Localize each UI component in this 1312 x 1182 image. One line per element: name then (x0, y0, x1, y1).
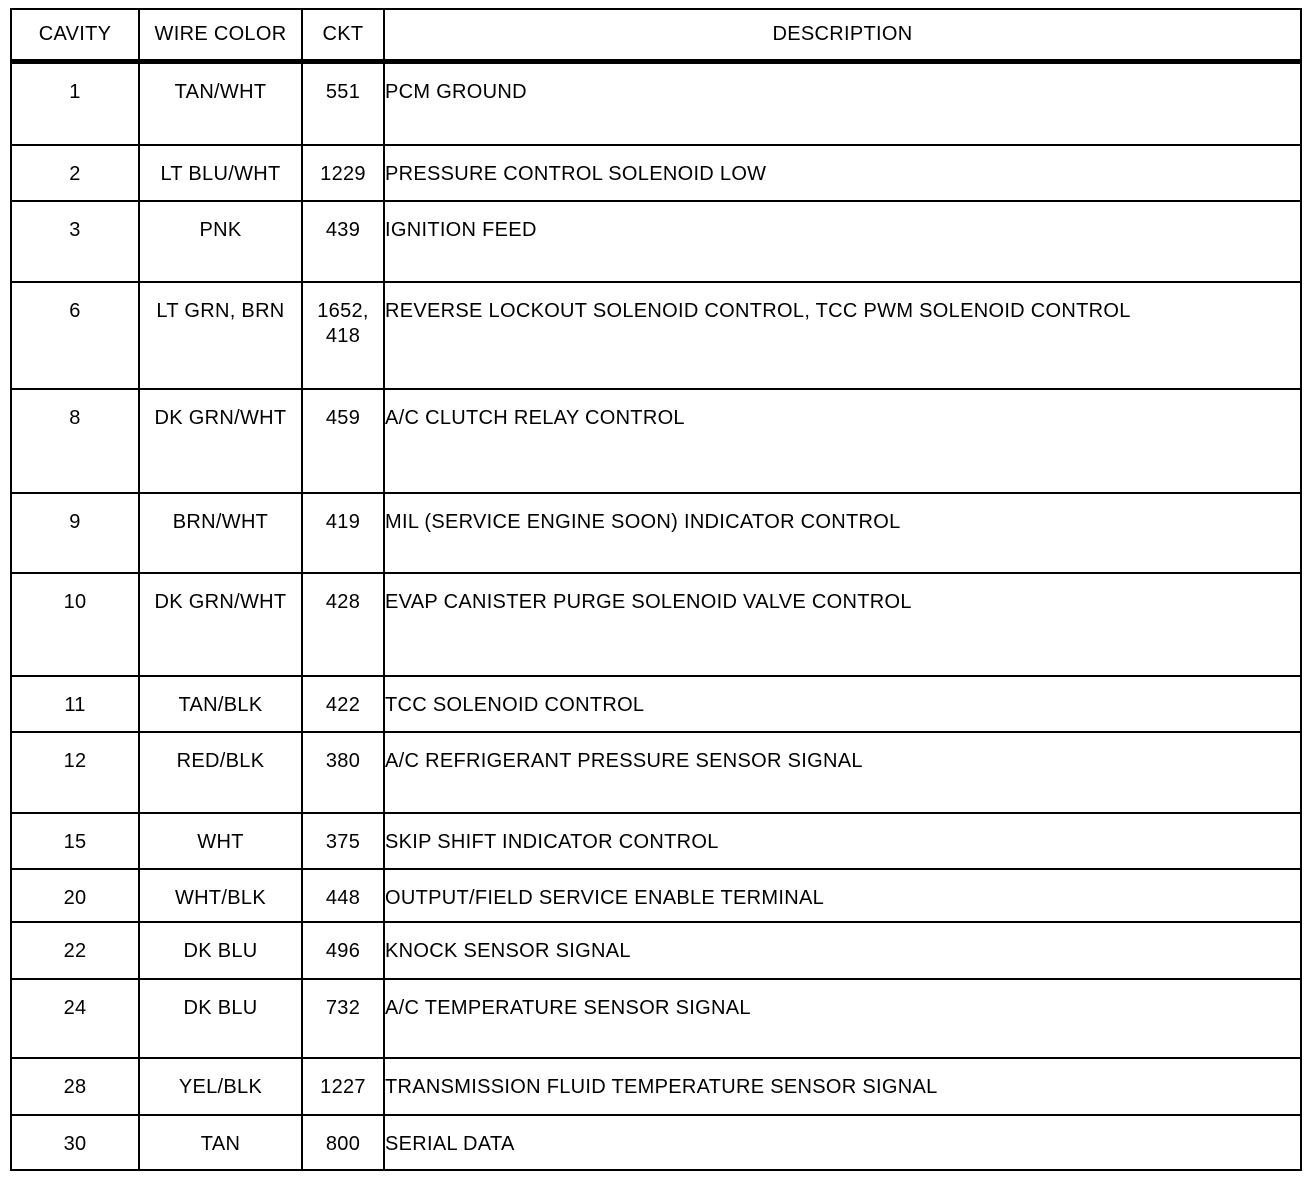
description-cell: OUTPUT/FIELD SERVICE ENABLE TERMINAL (384, 869, 1301, 922)
description-cell: MIL (SERVICE ENGINE SOON) INDICATOR CONTROL (384, 493, 1301, 573)
wire-color-cell: DK BLU (139, 979, 302, 1058)
ckt-value: 418 (325, 324, 361, 347)
ckt-cell (302, 493, 384, 573)
description-cell: PRESSURE CONTROL SOLENOID LOW (384, 145, 1301, 201)
ckt-cell (302, 732, 384, 813)
ckt-cell (302, 201, 384, 282)
ckt-cell (302, 813, 384, 869)
cavity-cell: 9 (11, 493, 139, 573)
ckt-cell (302, 676, 384, 732)
description-cell: KNOCK SENSOR SIGNAL (384, 922, 1301, 979)
description-cell: TCC SOLENOID CONTROL (384, 676, 1301, 732)
wire-color-cell: YEL/BLK (139, 1058, 302, 1115)
ckt-value: 428 (325, 590, 361, 613)
table-row (11, 922, 1301, 979)
ckt-cell (302, 145, 384, 201)
description-cell: A/C REFRIGERANT PRESSURE SENSOR SIGNAL (384, 732, 1301, 813)
description-cell: SERIAL DATA (384, 1115, 1301, 1170)
description-cell: IGNITION FEED (384, 201, 1301, 282)
ckt-value: 419 (325, 510, 361, 533)
ckt-value: 439 (325, 218, 361, 241)
table-row (11, 1115, 1301, 1170)
table-row (11, 389, 1301, 493)
wire-color-cell: DK GRN/WHT (139, 389, 302, 493)
table-row (11, 813, 1301, 869)
cavity-cell: 24 (11, 979, 139, 1058)
description-cell: EVAP CANISTER PURGE SOLENOID VALVE CONTROL (384, 573, 1301, 676)
ckt-cell (302, 389, 384, 493)
wire-color-cell: TAN/WHT (139, 62, 302, 145)
ckt-cell (302, 1115, 384, 1170)
header-cavity: CAVITY (11, 9, 139, 62)
ckt-cell (302, 573, 384, 676)
table-row (11, 676, 1301, 732)
table-row (11, 979, 1301, 1058)
wire-color-cell: LT BLU/WHT (139, 145, 302, 201)
cavity-cell: 3 (11, 201, 139, 282)
ckt-value: 800 (325, 1132, 361, 1155)
cavity-cell: 2 (11, 145, 139, 201)
ckt-value: 380 (325, 749, 361, 772)
header-wire-color: WIRE COLOR (139, 9, 302, 62)
wire-color-cell: DK BLU (139, 922, 302, 979)
cavity-cell: 8 (11, 389, 139, 493)
ckt-value: 422 (325, 693, 361, 716)
ckt-value: 1227 (320, 1075, 366, 1098)
table-row (11, 282, 1301, 389)
wire-color-cell: WHT (139, 813, 302, 869)
header-description: DESCRIPTION (384, 9, 1301, 62)
cavity-cell: 11 (11, 676, 139, 732)
table-header-row (11, 9, 1301, 62)
wire-color-cell: TAN/BLK (139, 676, 302, 732)
wire-color-cell: WHT/BLK (139, 869, 302, 922)
description-cell: SKIP SHIFT INDICATOR CONTROL (384, 813, 1301, 869)
ckt-cell (302, 869, 384, 922)
ckt-cell (302, 922, 384, 979)
table-body (11, 62, 1301, 1170)
ckt-cell (302, 62, 384, 145)
table-row (11, 573, 1301, 676)
wire-color-cell: TAN (139, 1115, 302, 1170)
connector-pinout-table (10, 8, 1302, 1171)
description-cell: A/C TEMPERATURE SENSOR SIGNAL (384, 979, 1301, 1058)
cavity-cell: 6 (11, 282, 139, 389)
cavity-cell: 12 (11, 732, 139, 813)
table-row (11, 869, 1301, 922)
description-cell: A/C CLUTCH RELAY CONTROL (384, 389, 1301, 493)
ckt-value: 496 (325, 939, 361, 962)
table-row (11, 145, 1301, 201)
ckt-value: 1652, (317, 299, 369, 322)
ckt-value: 732 (325, 996, 361, 1019)
ckt-value: 375 (325, 830, 361, 853)
cavity-cell: 20 (11, 869, 139, 922)
wire-color-cell: BRN/WHT (139, 493, 302, 573)
ckt-cell (302, 979, 384, 1058)
table-row (11, 732, 1301, 813)
table-row (11, 493, 1301, 573)
wire-color-cell: DK GRN/WHT (139, 573, 302, 676)
ckt-cell (302, 1058, 384, 1115)
cavity-cell: 1 (11, 62, 139, 145)
wire-color-cell: RED/BLK (139, 732, 302, 813)
ckt-cell (302, 282, 384, 389)
table-row (11, 62, 1301, 145)
ckt-value: 551 (325, 81, 361, 103)
cavity-cell: 30 (11, 1115, 139, 1170)
table-row (11, 1058, 1301, 1115)
ckt-value: 448 (325, 886, 361, 909)
description-cell: REVERSE LOCKOUT SOLENOID CONTROL, TCC PWM SOLENOID CONTROL (384, 282, 1301, 389)
cavity-cell: 10 (11, 573, 139, 676)
ckt-value: 459 (325, 406, 361, 429)
ckt-value: 1229 (320, 162, 366, 185)
wire-color-cell: LT GRN, BRN (139, 282, 302, 389)
description-cell: PCM GROUND (384, 62, 1301, 145)
cavity-cell: 28 (11, 1058, 139, 1115)
wire-color-cell: PNK (139, 201, 302, 282)
header-ckt: CKT (302, 9, 384, 62)
description-cell: TRANSMISSION FLUID TEMPERATURE SENSOR SIGNAL (384, 1058, 1301, 1115)
cavity-cell: 15 (11, 813, 139, 869)
table-row (11, 201, 1301, 282)
connector-pinout-sheet (10, 8, 1302, 1171)
cavity-cell: 22 (11, 922, 139, 979)
